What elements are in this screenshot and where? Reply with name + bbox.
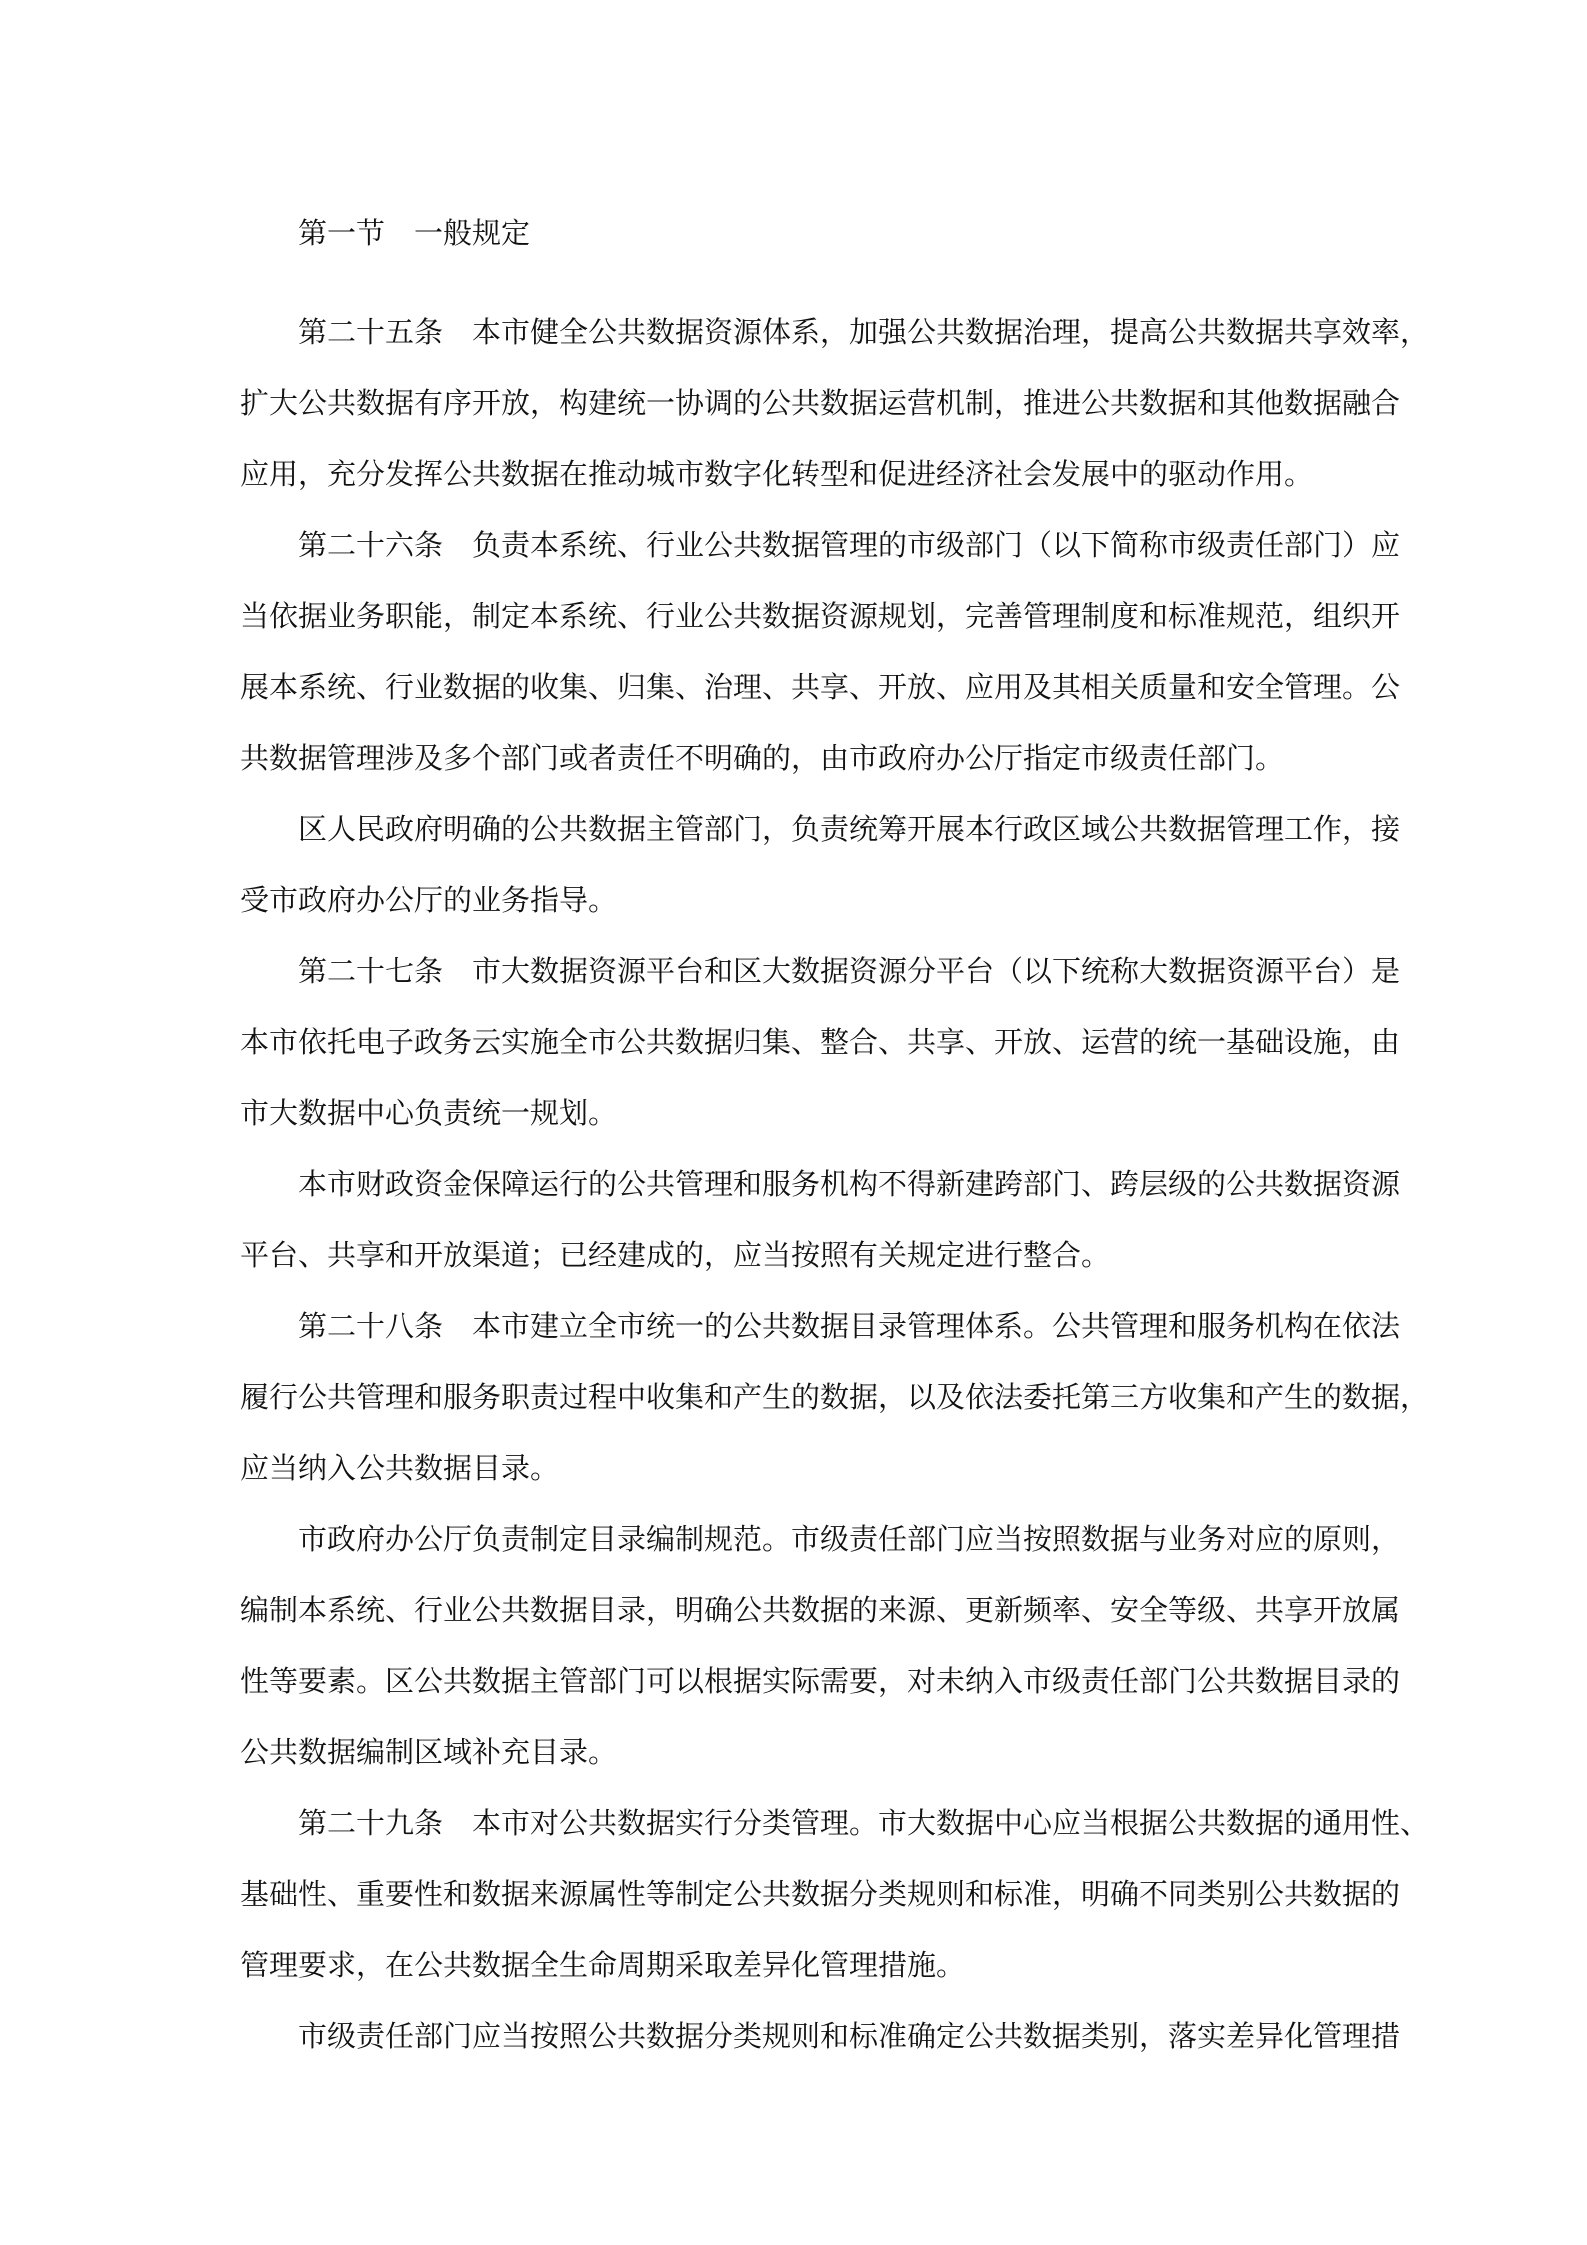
paragraph-line: 性等要素。区公共数据主管部门可以根据实际需要，对未纳入市级责任部门公共数据目录的 (240, 1664, 1401, 1698)
section-title: 第一节 一般规定 (298, 216, 531, 250)
document-body (240, 297, 1430, 2072)
paragraph (240, 936, 1401, 1149)
paragraph-line: 市政府办公厅负责制定目录编制规范。市级责任部门应当按照数据与业务对应的原则， (298, 1522, 1401, 1556)
paragraph-line: 第二十九条 本市对公共数据实行分类管理。市大数据中心应当根据公共数据的通用性、 (298, 1806, 1430, 1840)
paragraph-line: 本市财政资金保障运行的公共管理和服务机构不得新建跨部门、跨层级的公共数据资源 (298, 1167, 1401, 1201)
paragraph-line: 展本系统、行业数据的收集、归集、治理、共享、开放、应用及其相关质量和安全管理。公 (240, 670, 1401, 704)
paragraph-line: 本市依托电子政务云实施全市公共数据归集、整合、共享、开放、运营的统一基础设施，由 (240, 1025, 1401, 1059)
paragraph-line: 管理要求，在公共数据全生命周期采取差异化管理措施。 (240, 1948, 966, 1982)
paragraph (240, 1504, 1401, 1788)
paragraph-line: 区人民政府明确的公共数据主管部门，负责统筹开展本行政区域公共数据管理工作，接 (298, 812, 1401, 846)
paragraph-line: 履行公共管理和服务职责过程中收集和产生的数据，以及依法委托第三方收集和产生的数据， (240, 1380, 1430, 1414)
paragraph-line: 第二十五条 本市健全公共数据资源体系，加强公共数据治理，提高公共数据共享效率， (298, 315, 1430, 349)
paragraph-line: 平台、共享和开放渠道；已经建成的，应当按照有关规定进行整合。 (240, 1238, 1111, 1272)
paragraph (240, 297, 1430, 510)
paragraph (240, 1149, 1401, 1291)
paragraph-line: 当依据业务职能，制定本系统、行业公共数据资源规划，完善管理制度和标准规范，组织开 (240, 599, 1401, 633)
paragraph-line: 第二十八条 本市建立全市统一的公共数据目录管理体系。公共管理和服务机构在依法 (298, 1309, 1401, 1343)
paragraph (240, 510, 1401, 794)
paragraph-line: 扩大公共数据有序开放，构建统一协调的公共数据运营机制，推进公共数据和其他数据融合 (240, 386, 1401, 420)
paragraph-line: 公共数据编制区域补充目录。 (240, 1735, 618, 1769)
paragraph-line: 基础性、重要性和数据来源属性等制定公共数据分类规则和标准，明确不同类别公共数据的 (240, 1877, 1401, 1911)
paragraph (240, 794, 1401, 936)
paragraph-line: 编制本系统、行业公共数据目录，明确公共数据的来源、更新频率、安全等级、共享开放属 (240, 1593, 1401, 1627)
paragraph-line: 应用，充分发挥公共数据在推动城市数字化转型和促进经济社会发展中的驱动作用。 (240, 457, 1314, 491)
paragraph-line: 市大数据中心负责统一规划。 (240, 1096, 618, 1130)
paragraph-line: 第二十六条 负责本系统、行业公共数据管理的市级部门（以下简称市级责任部门）应 (298, 528, 1401, 562)
paragraph-line: 应当纳入公共数据目录。 (240, 1451, 560, 1485)
paragraph-line: 共数据管理涉及多个部门或者责任不明确的，由市政府办公厅指定市级责任部门。 (240, 741, 1285, 775)
paragraph (240, 2001, 1401, 2072)
paragraph-line: 市级责任部门应当按照公共数据分类规则和标准确定公共数据类别，落实差异化管理措 (298, 2019, 1401, 2053)
paragraph-line: 第二十七条 市大数据资源平台和区大数据资源分平台（以下统称大数据资源平台）是 (298, 954, 1401, 988)
paragraph (240, 1291, 1430, 1504)
paragraph (240, 1788, 1430, 2001)
paragraph-line: 受市政府办公厅的业务指导。 (240, 883, 618, 917)
